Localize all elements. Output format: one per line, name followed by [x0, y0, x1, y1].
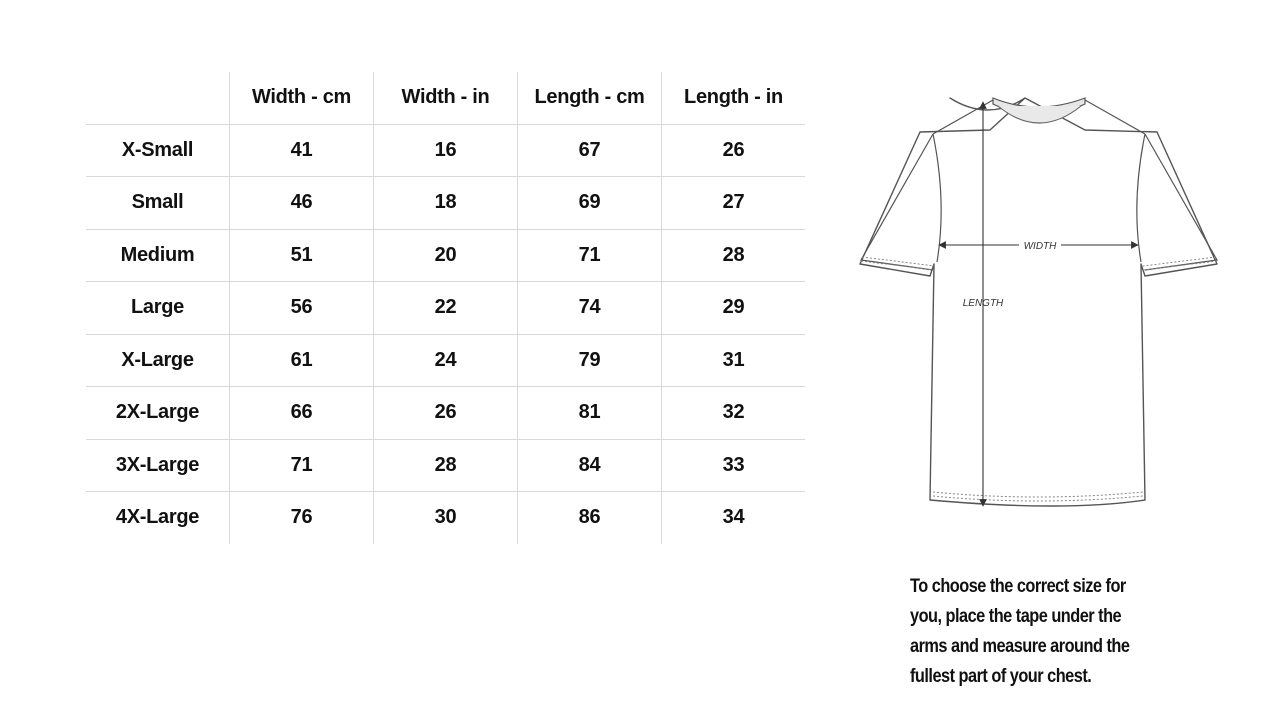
table-cell: 22	[374, 282, 518, 335]
table-cell: 71	[230, 439, 374, 492]
measurement-instructions: To choose the correct size for you, place the tape under the arms and measure around the fullest part of your chest.	[910, 576, 1130, 687]
table-cell: 28	[374, 439, 518, 492]
table-cell: 29	[662, 282, 806, 335]
header-cell-length-in: Length - in	[662, 72, 806, 124]
size-name-cell: Small	[86, 177, 230, 230]
length-label: LENGTH	[962, 298, 1004, 309]
header-cell-width-cm: Width - cm	[230, 72, 374, 124]
table-row	[86, 492, 805, 544]
size-name-cell: 3X-Large	[86, 439, 230, 492]
table-row	[86, 387, 805, 440]
header-cell-width-in: Width - in	[374, 72, 518, 124]
table-cell: 26	[662, 124, 806, 177]
table-cell: 30	[374, 492, 518, 544]
table-cell: 76	[230, 492, 374, 544]
size-name-cell: X-Small	[86, 124, 230, 177]
table-cell: 32	[662, 387, 806, 440]
table-cell: 34	[722, 506, 745, 529]
table-cell: 31	[662, 334, 806, 387]
table-cell: 27	[662, 177, 806, 230]
header-cell-length-cm: Length - cm	[518, 72, 662, 124]
table-cell: 74	[518, 282, 662, 335]
table-cell: 79	[518, 334, 662, 387]
size-name-cell: 2X-Large	[86, 387, 230, 440]
table-cell: 16	[374, 124, 518, 177]
table-cell: 20	[374, 229, 518, 282]
size-name-cell: Medium	[86, 229, 230, 282]
table-cell: 28	[662, 229, 806, 282]
size-name-cell: X-Large	[86, 334, 230, 387]
table-cell: 66	[230, 387, 374, 440]
table-row	[86, 177, 805, 230]
size-chart-table	[86, 72, 805, 544]
table-cell: 24	[374, 334, 518, 387]
table-cell: 46	[230, 177, 374, 230]
table-cell: 67	[518, 124, 662, 177]
size-name-cell: 4X-Large	[86, 492, 230, 544]
table-cell: 86	[518, 492, 662, 544]
table-row	[86, 334, 805, 387]
table-row	[86, 282, 805, 335]
table-cell: 41	[230, 124, 374, 177]
table-cell: 51	[230, 229, 374, 282]
tshirt-outline	[860, 98, 1217, 506]
table-cell: 84	[518, 439, 662, 492]
table-cell: 26	[374, 387, 518, 440]
table-row	[86, 124, 805, 177]
table-cell: 81	[518, 387, 662, 440]
table-cell: 61	[230, 334, 374, 387]
table-cell: 69	[518, 177, 662, 230]
table-cell: 71	[518, 229, 662, 282]
table-cell: 33	[662, 439, 806, 492]
table-header-row	[86, 72, 805, 124]
width-label: WIDTH	[1023, 241, 1057, 252]
header-cell-size	[86, 72, 230, 124]
tshirt-measurement-diagram	[855, 92, 1225, 522]
size-name-cell: Large	[86, 282, 230, 335]
table-row	[86, 229, 805, 282]
table-row	[86, 439, 805, 492]
table-cell: 56	[230, 282, 374, 335]
table-cell: 18	[374, 177, 518, 230]
